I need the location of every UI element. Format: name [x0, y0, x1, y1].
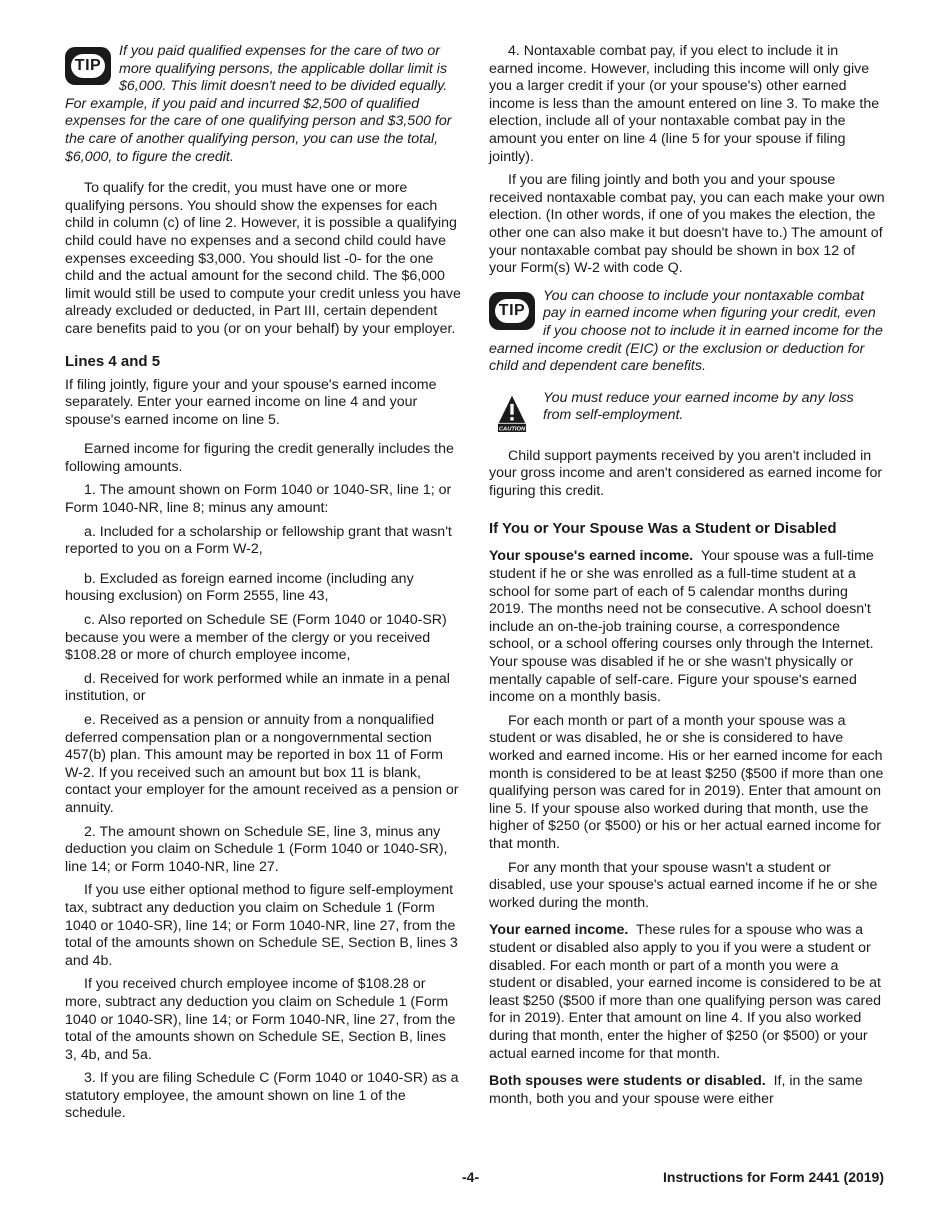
- tip-note-combat-pay: [489, 288, 886, 376]
- paragraph-spouse-earned-income: [489, 548, 886, 706]
- paragraph-qualify: To qualify for the credit, you must have one or more qualifying persons. You should show the expenses for each child in column (c) of line 2. However, it is possible a qualifying child could have no expenses and a second child could have expenses exceeding $3,000. You should list -0- for the one child and the actual amount for the second child. The $6,000 limit would still be used to compute your credit unless you have already excluded or deducted, in Part III, certain dependent care benefits paid to you (or on your behalf) by your employer.: [65, 180, 461, 337]
- paragraph-filing-jointly: If filing jointly, figure your and your spouse's earned income separately. Enter your earned income on line 4 and your spouse's earned income on line 5.: [65, 376, 437, 428]
- caution-text: You must reduce your earned income by any loss from self-employment.: [543, 389, 854, 424]
- paragraph-combat-pay: If you are filing jointly and both you and your spouse received nontaxable combat pay, you can each make your own election. (In other words, if one of you makes the election, the other one can also make it but doesn't have to.) The amount of your nontaxable combat pay should be shown in box 12 of your Form(s) W-2 with code Q.: [489, 172, 885, 277]
- list-item-2: 2. The amount shown on Schedule SE, line 3, minus any deduction you claim on Schedule 1 (Form 1040 or 1040-SR), line 14; or Form 1040-NR, line 27.: [65, 823, 448, 875]
- spouse-lead: Your spouse's earned income.: [489, 548, 694, 565]
- list-item-c: c. Also reported on Schedule SE (Form 1040 or 1040-SR) because you were a member of the clergy or you received $108.28 or more of church employee income,: [65, 612, 447, 664]
- tip-text: You can choose to include your nontaxable combat pay in earned income when figuring your credit, even if you choose not to include it in earned income for the earned income credit (EIC) or the exclusion or deduction for child and dependent care benefits.: [489, 287, 883, 375]
- page-number: -4-: [462, 1169, 480, 1185]
- spouse-text: Your spouse was a full-time student if he or she was enrolled as a full-time student at a school for some part of each of 5 calendar months during 2019. The months need not be consecutive. A school doesn't include an on-the-job training course, a correspondence school, or a school offering courses only through the Internet. Your spouse was disabled if he or she wasn't physically or mentally capable of self-care. Figure your spouse's earned income on a monthly basis.: [489, 548, 874, 706]
- paragraph-optional-method: If you use either optional method to figure self-employment tax, subtract any deduction you claim on Schedule 1 (Form 1040 or 1040-SR), line 14; or Form 1040-NR, line 27, from the total of the amounts shown on Schedule SE, Section B, lines 3 and 4b.: [65, 882, 458, 969]
- paragraph-earned-income: Earned income for figuring the credit generally includes the following amounts.: [65, 441, 454, 475]
- tip-icon: TIP: [65, 47, 111, 85]
- list-item-e: e. Received as a pension or annuity from a nonqualified deferred compensation plan or a nongovernmental section 457(b) plan. This amount may be reported in box 11 of Form W-2. If you received such an amount but box 11 is blank, contact your employer for the amount received as a pension or annuity.: [65, 712, 459, 816]
- caution-icon: [489, 394, 535, 432]
- tip-note-qualified-expenses: [65, 43, 461, 166]
- paragraph-each-month: For each month or part of a month your spouse was a student or was disabled, he or she is considered to have worked and earned income. His or her earned income for each month is considered to be at least $250 ($500 if more than one qualifying person was cared for in 2019). Enter that amount on line 5. If your spouse also worked during that month, use the higher of $250 (or $500) or his or her actual earned income for that month.: [489, 712, 884, 852]
- paragraph-both-spouses: [489, 1073, 886, 1108]
- caution-note-self-employment: [489, 390, 886, 434]
- list-item-d: d. Received for work performed while an inmate in a penal institution, or: [65, 670, 450, 705]
- both-text: If, in the same month, both you and your spouse were either: [489, 1073, 863, 1107]
- right-column: [489, 43, 886, 1114]
- left-column: [65, 43, 461, 1129]
- list-item-b: b. Excluded as foreign earned income (including any housing exclusion) on Form 2555, line 43,: [65, 570, 414, 605]
- both-lead: Both spouses were students or disabled.: [489, 1073, 766, 1090]
- list-item-4: 4. Nontaxable combat pay, if you elect to include it in earned income. However, including this income will only give you a larger credit if your (or your spouse's) other earned income is less than the amount entered on line 3. To make the election, include all of your nontaxable combat pay in the amount you enter on line 4 (line 5 for your spouse if filing jointly).: [489, 43, 880, 165]
- heading-lines-4-and-5: Lines 4 and 5: [65, 352, 161, 370]
- list-item-a: a. Included for a scholarship or fellowship grant that wasn't reported to you on a Form W-2,: [65, 523, 452, 558]
- tip-text: If you paid qualified expenses for the care of two or more qualifying persons, the applicable dollar limit is $6,000. This limit doesn't need to be divided equally. For example, if you paid and incurred $2,500 of qualified expenses for the care of one qualifying person and $3,500 for the care of another qualifying person, you can use the total, $6,000, to figure the credit.: [65, 43, 452, 165]
- paragraph-your-earned-income: [489, 922, 886, 1063]
- paragraph-any-month: For any month that your spouse wasn't a student or disabled, use your spouse's actual earned income if he or she worked during the month.: [489, 859, 878, 911]
- list-item-3: 3. If you are filing Schedule C (Form 1040 or 1040-SR) as a statutory employee, the amount shown on line 1 of the schedule.: [65, 1070, 459, 1122]
- your-lead: Your earned income.: [489, 922, 629, 939]
- heading-student-or-disabled: If You or Your Spouse Was a Student or Disabled: [489, 520, 837, 538]
- paragraph-church-income: If you received church employee income of $108.28 or more, subtract any deduction you claim on Schedule 1 (Form 1040 or 1040-SR), line 14; or Form 1040-NR, line 27, from the total of the amounts shown on Schedule SE, Section B, lines 3, 4b, and 5a.: [65, 976, 456, 1063]
- paragraph-child-support: Child support payments received by you aren't included in your gross income and aren't considered as earned income for figuring this credit.: [489, 447, 883, 499]
- your-text: These rules for a spouse who was a student or disabled also apply to you if you were a student or disabled. For each month or part of a month you were a student or disabled, your earned income is considered to be at least $250 ($500 if more than one qualifying person was cared for in 2019). Enter that amount on line 4. If you also worked during that month, enter the higher of $250 (or $500) or your actual earned income for that month.: [489, 922, 881, 1062]
- list-item-1: 1. The amount shown on Form 1040 or 1040-SR, line 1; or Form 1040-NR, line 8; minus any amount:: [65, 482, 452, 517]
- svg-text:CAUTION: CAUTION: [498, 426, 526, 432]
- tip-icon: TIP: [489, 292, 535, 330]
- document-title: Instructions for Form 2441 (2019): [663, 1169, 884, 1185]
